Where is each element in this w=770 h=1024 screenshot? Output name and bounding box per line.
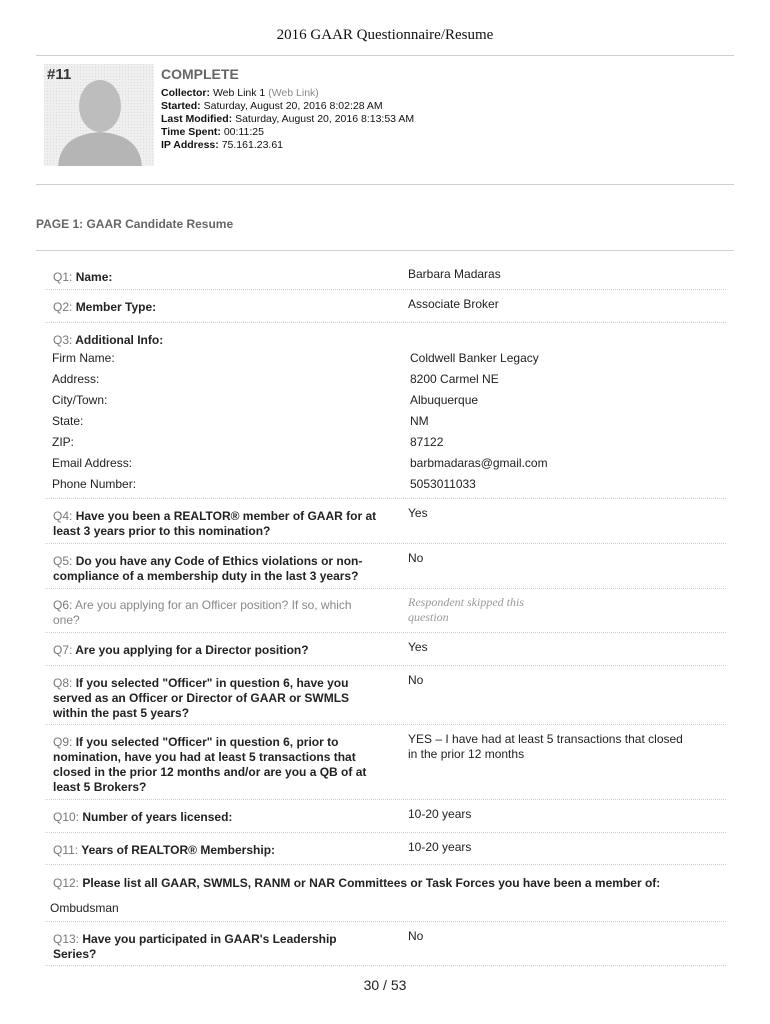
modified-line bbox=[161, 113, 414, 126]
question-text: Name: bbox=[75, 270, 113, 284]
question-number: Q13: bbox=[53, 932, 80, 946]
skipped-line1: Respondent skipped this bbox=[408, 595, 524, 609]
question-text-line2: Series? bbox=[53, 947, 97, 961]
time-spent-label: Time Spent: bbox=[161, 126, 221, 138]
question-number: Q12: bbox=[53, 876, 80, 890]
row-divider bbox=[45, 665, 726, 666]
row-divider bbox=[45, 289, 726, 290]
question-text-line2: nomination, have you had at least 5 transactions that bbox=[53, 750, 356, 764]
question-number: Q9: bbox=[53, 735, 73, 749]
response-number: #11 bbox=[47, 66, 72, 83]
skipped-line2: question bbox=[408, 610, 449, 624]
answer-q1: Barbara Madaras bbox=[408, 267, 501, 281]
question-q12 bbox=[53, 876, 660, 891]
question-text-line3: closed in the prior 12 months and/or are you a QB of at bbox=[53, 765, 367, 779]
zip-value: 87122 bbox=[410, 435, 444, 449]
row-divider bbox=[45, 588, 726, 589]
question-q10 bbox=[53, 810, 232, 825]
header-divider bbox=[36, 55, 734, 56]
question-text: Number of years licensed: bbox=[82, 810, 233, 824]
question-number: Q2: bbox=[53, 300, 73, 314]
row-divider bbox=[45, 322, 726, 323]
address-value: 8200 Carmel NE bbox=[410, 372, 499, 386]
row-divider bbox=[45, 543, 726, 544]
question-q8 bbox=[53, 676, 349, 721]
question-q1 bbox=[53, 270, 112, 285]
question-text: Are you applying for a Director position? bbox=[75, 643, 309, 657]
question-text: Years of REALTOR® Membership: bbox=[81, 843, 276, 857]
question-q4 bbox=[53, 509, 376, 539]
time-spent-line bbox=[161, 126, 264, 139]
started-value: Saturday, August 20, 2016 8:02:28 AM bbox=[203, 100, 383, 112]
answer-q10: 10-20 years bbox=[408, 807, 472, 821]
question-text-line3: within the past 5 years? bbox=[53, 706, 190, 720]
question-text-line4: least 5 Brokers? bbox=[53, 780, 147, 794]
question-number: Q11: bbox=[53, 843, 79, 857]
question-text: Additional Info: bbox=[75, 333, 164, 347]
question-text-line1: Do you have any Code of Ethics violations or non- bbox=[75, 554, 363, 568]
modified-label: Last Modified: bbox=[161, 113, 233, 125]
time-spent-value: 00:11:25 bbox=[223, 126, 264, 138]
document-title: 2016 GAAR Questionnaire/Resume bbox=[276, 27, 494, 43]
ip-address-line bbox=[161, 139, 283, 152]
question-q3 bbox=[53, 333, 163, 348]
question-text-line2: served as an Officer or Director of GAAR or SWMLS bbox=[53, 691, 350, 705]
question-q13 bbox=[53, 932, 337, 962]
firm-name-value: Coldwell Banker Legacy bbox=[410, 351, 539, 365]
collector-line bbox=[161, 87, 319, 100]
response-status: COMPLETE bbox=[161, 66, 239, 82]
city-label: City/Town: bbox=[52, 393, 108, 407]
page-divider bbox=[36, 250, 734, 251]
answer-q9 bbox=[408, 732, 683, 762]
answer-q11: 10-20 years bbox=[408, 840, 472, 854]
zip-label: ZIP: bbox=[52, 435, 75, 449]
question-q5 bbox=[53, 554, 362, 584]
row-divider bbox=[45, 864, 726, 865]
question-q9 bbox=[53, 735, 366, 795]
card-divider bbox=[36, 184, 734, 185]
question-text-line2: one? bbox=[53, 613, 80, 627]
collector-type: (Web Link) bbox=[268, 87, 319, 99]
row-divider bbox=[45, 724, 726, 725]
question-number: Q7: bbox=[53, 643, 73, 657]
answer-line2: in the prior 12 months bbox=[408, 747, 525, 761]
email-label: Email Address: bbox=[52, 456, 133, 470]
collector-value: Web Link 1 bbox=[212, 87, 266, 99]
question-text-line2: compliance of a membership duty in the last 3 years? bbox=[53, 569, 359, 583]
answer-q12: Ombudsman bbox=[50, 901, 119, 915]
question-number: Q6: bbox=[53, 598, 73, 612]
row-divider bbox=[45, 498, 726, 499]
question-number: Q10: bbox=[53, 810, 80, 824]
page-label: PAGE 1: GAAR Candidate Resume bbox=[36, 217, 234, 231]
question-q2 bbox=[53, 300, 156, 315]
question-number: Q4: bbox=[53, 509, 73, 523]
question-number: Q8: bbox=[53, 676, 73, 690]
question-text: Please list all GAAR, SWMLS, RANM or NAR Committees or Task Forces you have been a member of: bbox=[82, 876, 661, 890]
question-number: Q3: bbox=[53, 333, 73, 347]
answer-q4: Yes bbox=[408, 506, 428, 520]
started-line bbox=[161, 100, 383, 113]
modified-value: Saturday, August 20, 2016 8:13:53 AM bbox=[235, 113, 415, 125]
phone-label: Phone Number: bbox=[52, 477, 137, 491]
ip-address-value: 75.161.23.61 bbox=[221, 139, 284, 151]
answer-line1: YES – I have had at least 5 transactions that closed bbox=[408, 732, 683, 746]
row-divider bbox=[45, 921, 726, 922]
row-divider bbox=[45, 799, 726, 800]
question-text-line2: least 3 years prior to this nomination? bbox=[53, 524, 271, 538]
question-q6 bbox=[53, 598, 352, 628]
answer-q13: No bbox=[408, 929, 424, 943]
question-text-line1: If you selected "Officer" in question 6, prior to bbox=[75, 735, 339, 749]
state-label: State: bbox=[52, 414, 84, 428]
question-q11 bbox=[53, 843, 275, 858]
question-text-line1: Have you participated in GAAR's Leadership bbox=[82, 932, 337, 946]
question-q7 bbox=[53, 643, 309, 658]
phone-value: 5053011033 bbox=[410, 477, 476, 491]
answer-q5: No bbox=[408, 551, 424, 565]
question-number: Q5: bbox=[53, 554, 73, 568]
page-number: 30 / 53 bbox=[363, 977, 407, 993]
answer-q6 bbox=[408, 595, 524, 625]
started-label: Started: bbox=[161, 100, 201, 112]
question-number: Q1: bbox=[53, 270, 73, 284]
collector-label: Collector: bbox=[161, 87, 211, 99]
row-divider bbox=[45, 632, 726, 633]
email-value: barbmadaras@gmail.com bbox=[410, 456, 548, 470]
answer-q2: Associate Broker bbox=[408, 297, 499, 311]
state-value: NM bbox=[410, 414, 429, 428]
row-divider bbox=[45, 965, 726, 966]
question-text-line1: If you selected "Officer" in question 6, have you bbox=[75, 676, 349, 690]
answer-q8: No bbox=[408, 673, 424, 687]
city-value: Albuquerque bbox=[410, 393, 479, 407]
question-text-line1: Are you applying for an Officer position? If so, which bbox=[75, 598, 352, 612]
question-text: Member Type: bbox=[75, 300, 157, 314]
ip-address-label: IP Address: bbox=[161, 139, 219, 151]
question-text-line1: Have you been a REALTOR® member of GAAR for at bbox=[75, 509, 377, 523]
row-divider bbox=[45, 832, 726, 833]
firm-name-label: Firm Name: bbox=[52, 351, 115, 365]
answer-q7: Yes bbox=[408, 640, 428, 654]
address-label: Address: bbox=[52, 372, 100, 386]
